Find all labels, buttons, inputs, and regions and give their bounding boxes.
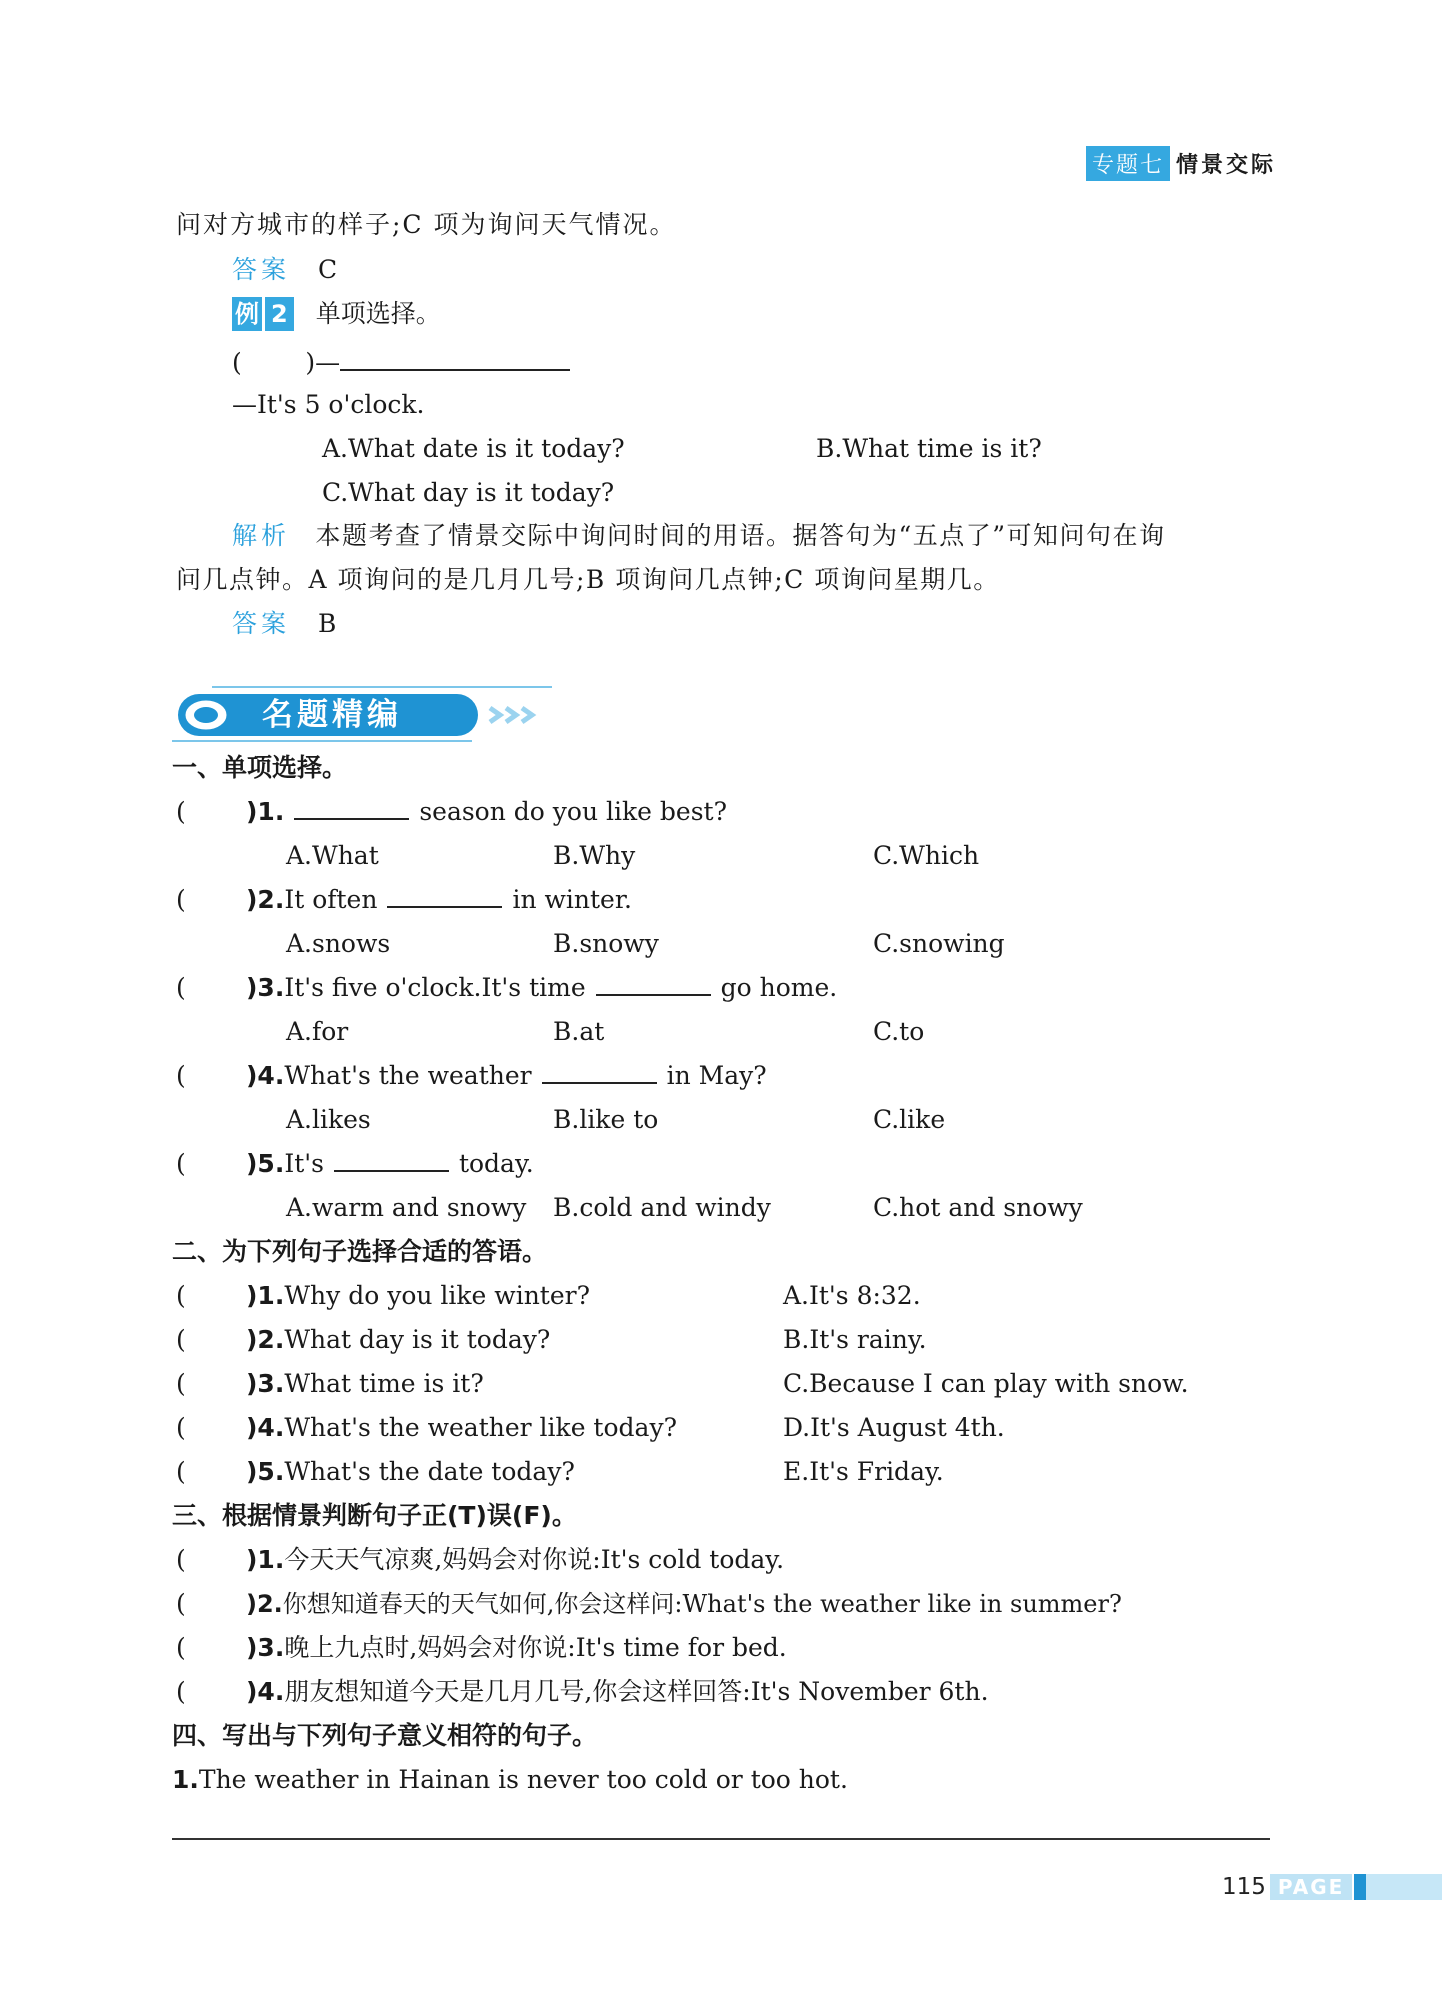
- answer-paren: (: [176, 1325, 186, 1354]
- answer-paren: (: [176, 1457, 186, 1486]
- answer-value: B: [317, 609, 337, 638]
- intro-line: 问对方城市的样子;C 项为询问天气情况。: [176, 210, 677, 239]
- analysis-line-1: 解析 本题考查了情景交际中询问时间的用语。据答句为“五点了”可知问句在询: [232, 521, 1166, 550]
- option-b: B.snowy: [553, 929, 659, 958]
- match-answer: E.It's Friday.: [783, 1457, 944, 1486]
- answer-label: 答案: [232, 255, 291, 284]
- option-c: C.to: [873, 1017, 925, 1046]
- option-a: A.for: [286, 1017, 349, 1046]
- intro-answer: [232, 254, 337, 286]
- page-number: 115: [1222, 1874, 1266, 1900]
- fill-blank: [334, 1148, 449, 1172]
- option-b: B.cold and windy: [553, 1193, 771, 1222]
- answer-value: C: [317, 255, 338, 284]
- option-a: A.warm and snowy: [286, 1193, 527, 1222]
- section-2-heading: 二、为下列句子选择合适的答语。: [172, 1237, 548, 1266]
- fill-blank: [596, 972, 711, 996]
- match-answer: C.Because I can play with snow.: [783, 1369, 1189, 1398]
- section-3-heading: 三、根据情景判断句子正(T)误(F)。: [172, 1501, 577, 1530]
- page-footer: [1222, 1872, 1442, 1902]
- section-banner: [172, 684, 557, 744]
- option-c: C.hot and snowy: [873, 1193, 1083, 1222]
- fill-blank: [542, 1060, 657, 1084]
- match-answer: D.It's August 4th.: [783, 1413, 1005, 1442]
- match-answer: A.It's 8:32.: [783, 1281, 921, 1310]
- option-a: A.What: [286, 841, 379, 870]
- example-option-b: B.What time is it?: [816, 434, 1042, 463]
- answer-paren: (: [176, 973, 186, 1002]
- answer-paren: (: [176, 1281, 186, 1310]
- header-topic: [1086, 146, 1276, 180]
- example-option-a: A.What date is it today?: [322, 434, 625, 463]
- answer-blank: [340, 345, 570, 371]
- page-bar-dark: [1354, 1874, 1366, 1900]
- example-2-title: [232, 297, 441, 331]
- section-4-question-1: 1.The weather in Hainan is never too cold or too hot.: [172, 1765, 848, 1794]
- answer-paren: (: [176, 1149, 186, 1178]
- page-word: PAGE: [1270, 1874, 1352, 1900]
- page-bar-light: [1366, 1874, 1442, 1900]
- answer-paren: (: [176, 1633, 186, 1662]
- banner-title: 名题精编: [262, 697, 402, 733]
- answer-paren: (: [176, 1589, 186, 1618]
- section-1-heading: 一、单项选择。: [172, 753, 348, 782]
- example-question: ( )—: [232, 345, 570, 379]
- example-title: 单项选择。: [315, 299, 441, 328]
- answer-paren: (: [176, 1369, 186, 1398]
- topic-title: 情景交际: [1176, 152, 1277, 178]
- section-4-heading: 四、写出与下列句子意义相符的句子。: [172, 1721, 598, 1750]
- answer-paren: (: [176, 1413, 186, 1442]
- option-c: C.snowing: [873, 929, 1005, 958]
- option-c: C.Which: [873, 841, 980, 870]
- option-a: A.likes: [286, 1105, 371, 1134]
- topic-box: 专题七: [1086, 146, 1170, 181]
- fill-blank: [294, 796, 409, 820]
- example-option-c: C.What day is it today?: [322, 478, 615, 507]
- fill-blank: [387, 884, 502, 908]
- footer-divider: [172, 1838, 1270, 1840]
- analysis-line-2: 问几点钟。A 项询问的是几月几号;B 项询问几点钟;C 项询问星期几。: [176, 565, 1000, 594]
- answer-paren: (: [176, 1677, 186, 1706]
- option-c: C.like: [873, 1105, 946, 1134]
- answer-paren: (: [176, 1061, 186, 1090]
- answer-paren: (: [176, 797, 186, 826]
- option-b: B.like to: [553, 1105, 659, 1134]
- example-response: —It's 5 o'clock.: [232, 390, 425, 419]
- match-answer: B.It's rainy.: [783, 1325, 927, 1354]
- option-b: B.Why: [553, 841, 636, 870]
- answer-paren: (: [176, 1545, 186, 1574]
- analysis-label: 解析: [232, 521, 291, 550]
- option-b: B.at: [553, 1017, 605, 1046]
- example-badge: 例 2: [232, 297, 294, 331]
- answer-paren: (: [176, 885, 186, 914]
- answer-label: 答案: [232, 609, 291, 638]
- example-answer: [232, 608, 336, 640]
- option-a: A.snows: [286, 929, 391, 958]
